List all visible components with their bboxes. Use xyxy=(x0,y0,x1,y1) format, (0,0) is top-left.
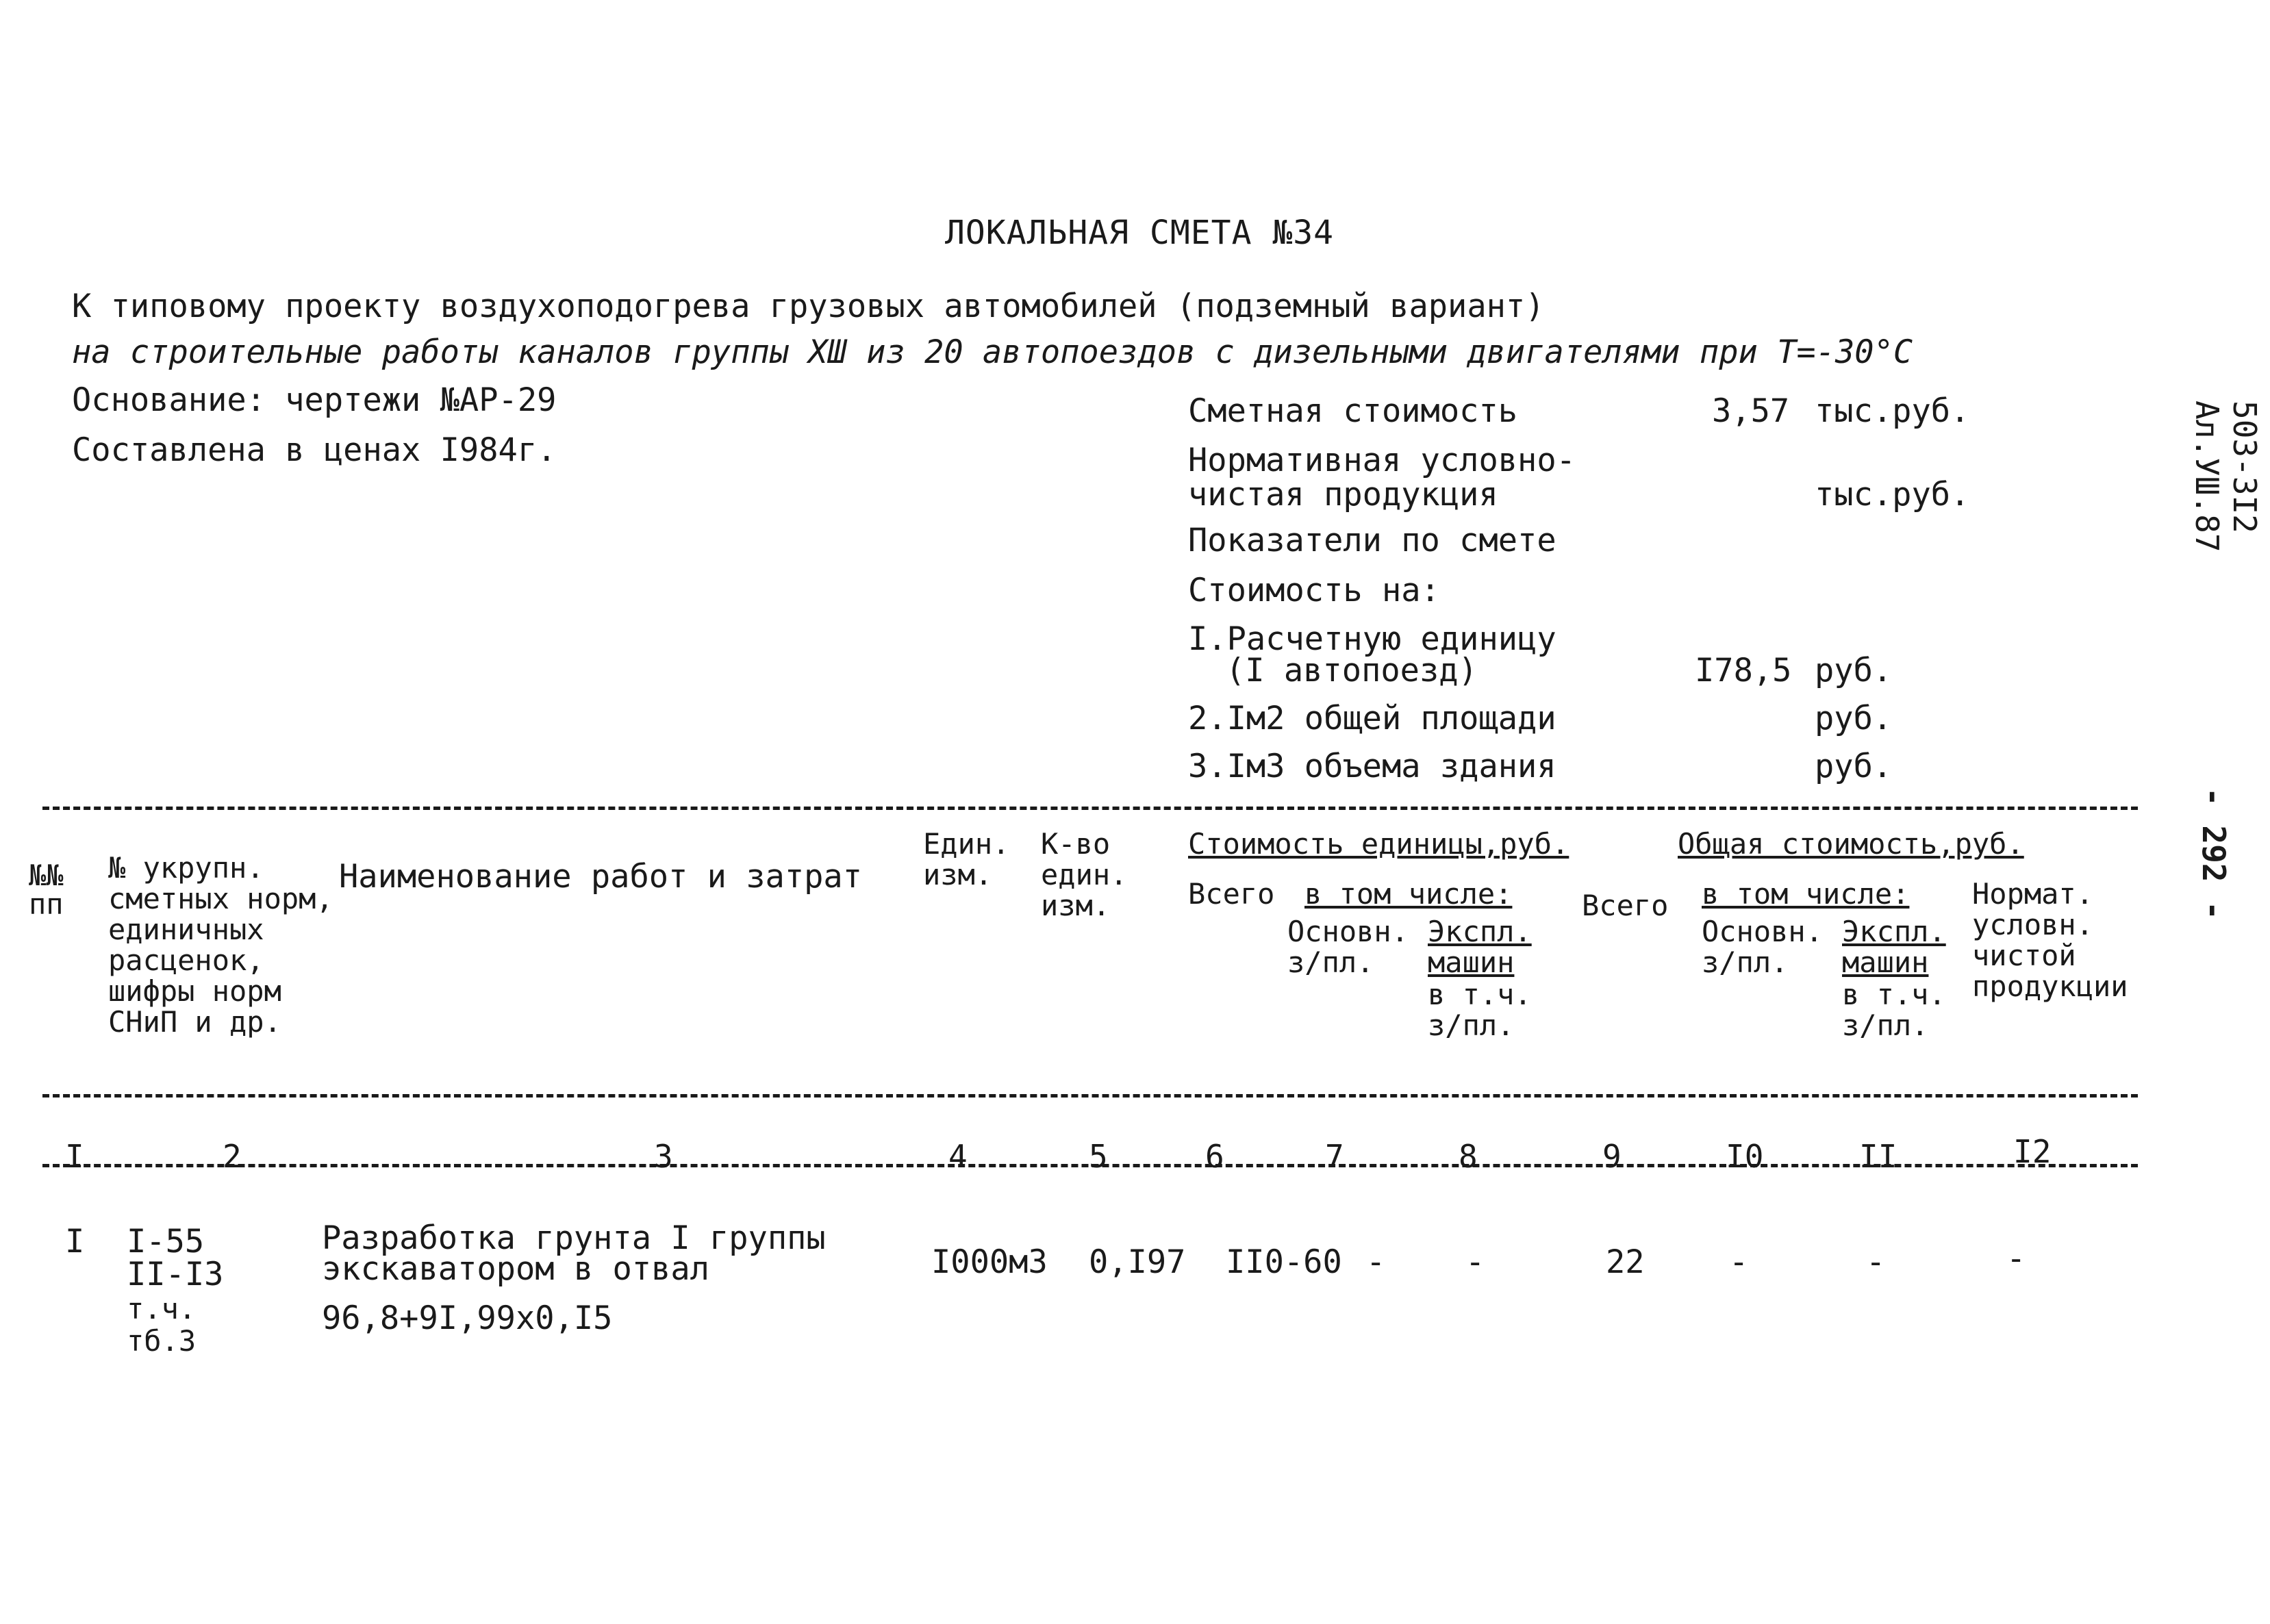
per-volume-unit: руб. xyxy=(1815,748,1893,785)
column-number: 4 xyxy=(948,1138,968,1175)
normative-label-1: Нормативная условно- xyxy=(1188,442,1576,479)
header-total: Всего xyxy=(1582,889,1669,922)
row-code-line: I-55 xyxy=(127,1223,205,1260)
cost-per-label: Стоимость на: xyxy=(1188,572,1440,609)
page-title: ЛОКАЛЬНАЯ СМЕТА №34 xyxy=(945,214,1335,252)
column-number: 5 xyxy=(1089,1138,1108,1175)
row-code-line: II-I3 xyxy=(127,1256,224,1293)
per-volume-label: 3.Iм3 объема здания xyxy=(1188,748,1556,785)
column-number: II xyxy=(1859,1138,1897,1175)
row-name-line: Разработка грунта I группы xyxy=(322,1219,826,1257)
header-total-machine: Экспл. машин xyxy=(1842,915,1946,979)
row-unit-machine: - xyxy=(1465,1243,1485,1281)
row-normative: - xyxy=(2006,1240,2026,1278)
row-total: 22 xyxy=(1606,1243,1645,1281)
header-normative-product: Нормат. условн. чистой продукции xyxy=(1972,877,2128,1003)
per-area-label: 2.Iм2 общей площади xyxy=(1188,700,1556,737)
estimated-cost-value: 3,57 xyxy=(1712,392,1790,430)
row-unit: I000м3 xyxy=(931,1243,1048,1281)
header-unit-machine-wages: в т.ч. з/пл. xyxy=(1428,978,1532,1042)
normative-unit: тыс.руб. xyxy=(1815,476,1970,513)
per-unit-label-1: I.Расчетную единицу xyxy=(1188,620,1556,658)
row-unit-main-wages: - xyxy=(1366,1243,1386,1281)
header-quantity: К-во един. изм. xyxy=(1041,827,1128,922)
margin-code-1: 503-3I2 xyxy=(2226,401,2263,533)
header-unit: Един. изм. xyxy=(923,827,1010,891)
header-row-number: №№ пп xyxy=(29,859,64,921)
header-unit-machine: Экспл. машин xyxy=(1428,915,1532,979)
row-number: I xyxy=(65,1223,85,1260)
prices-line: Составлена в ценах I984г. xyxy=(72,431,557,469)
header-total-main-wages: Основн. з/пл. xyxy=(1702,915,1824,979)
margin-code-2: Ал.УШ.87 xyxy=(2189,401,2225,553)
row-unit-total: II0-60 xyxy=(1226,1243,1342,1281)
indicators-label: Показатели по смете xyxy=(1188,522,1556,559)
header-unit-including: в том числе: xyxy=(1304,877,1513,911)
column-number: 8 xyxy=(1459,1138,1478,1175)
row-code-line: т.ч. xyxy=(127,1292,197,1325)
header-unit-total: Всего xyxy=(1188,877,1275,911)
header-total-machine-wages: в т.ч. з/пл. xyxy=(1842,978,1946,1042)
row-code-line: тб.3 xyxy=(127,1324,197,1358)
estimated-cost-unit: тыс.руб. xyxy=(1815,392,1970,430)
table-top-rule xyxy=(42,807,2138,810)
page-number: - 292 - xyxy=(2195,787,2232,920)
header-norm-code: № укрупн. сметных норм, единичных расценок, шифры норм СНиП и др. xyxy=(108,851,333,1039)
column-number: I2 xyxy=(2013,1133,2052,1170)
row-quantity: 0,I97 xyxy=(1089,1243,1186,1281)
header-unit-cost-group: Стоимость единицы,руб. xyxy=(1188,827,1569,861)
column-number: 7 xyxy=(1325,1138,1344,1175)
row-total-machine: - xyxy=(1866,1243,1886,1281)
header-work-name: Наименование работ и затрат xyxy=(339,858,863,896)
row-formula: 96,8+9I,99х0,I5 xyxy=(322,1299,613,1337)
basis-line: Основание: чертежи №АР-29 xyxy=(72,381,557,419)
normative-label-2: чистая продукция xyxy=(1188,476,1498,513)
column-number: 3 xyxy=(654,1138,673,1175)
per-unit-value: I78,5 xyxy=(1695,652,1792,689)
column-number: 9 xyxy=(1602,1138,1622,1175)
intro-line-2: на строительные работы каналов группы ХШ из 20 автопоездов с дизельными двигателями при Т=-30°С xyxy=(72,333,1913,371)
header-total-including: в том числе: xyxy=(1702,877,1910,911)
per-area-unit: руб. xyxy=(1815,700,1893,737)
header-total-cost-group: Общая стоимость,руб. xyxy=(1678,827,2024,861)
per-unit-unit: руб. xyxy=(1815,652,1893,689)
column-number: I xyxy=(65,1138,84,1175)
column-number: 2 xyxy=(223,1138,242,1175)
header-unit-main-wages: Основн. з/пл. xyxy=(1287,915,1409,979)
estimated-cost-label: Сметная стоимость xyxy=(1188,392,1518,430)
intro-line-1: К типовому проекту воздухоподогрева грузовых автомобилей (подземный вариант) xyxy=(72,288,1545,325)
column-number: I0 xyxy=(1726,1138,1764,1175)
column-number: 6 xyxy=(1205,1138,1224,1175)
header-bottom-rule xyxy=(42,1094,2138,1098)
row-total-main-wages: - xyxy=(1729,1243,1749,1281)
per-unit-label-2: (I автопоезд) xyxy=(1226,652,1478,689)
row-name-line: экскаватором в отвал xyxy=(322,1250,709,1288)
